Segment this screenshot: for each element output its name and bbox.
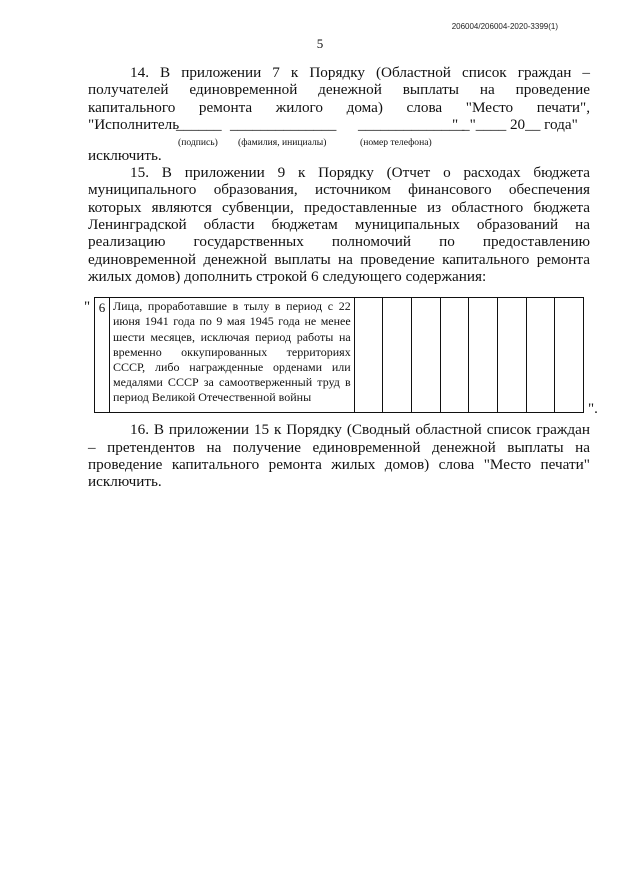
caption-signature: (подпись): [178, 136, 218, 148]
empty-cell: [354, 298, 383, 413]
document-body: [84, 64, 598, 491]
paragraph-15: 15. В приложении 9 к Порядку (Отчет о расходах бюджета муниципального образования, источником финансового обеспечения которых являются субвенции, предоставленные из областного бюджета Ленинградской области бюджетам муниципальных образований на реализацию государственных полномочий по предоставлению единовременной денежной выплаты на проведение капитального ремонта жилых домов) дополнить строкой 6 следующего содержания:: [88, 164, 590, 285]
signature-blank: ______: [176, 115, 222, 133]
date-blank: " _"____ 20__ года": [452, 115, 578, 133]
page-number: 5: [316, 36, 324, 51]
paragraph-14-line2: получателей единовременной денежной выплаты на проведение: [88, 81, 590, 99]
caption-phone: (номер телефона): [360, 136, 432, 148]
signature-line: [88, 116, 590, 134]
empty-cell: [555, 298, 584, 413]
phone-blank: ______________: [358, 115, 465, 133]
empty-cell: [526, 298, 555, 413]
empty-cell: [497, 298, 526, 413]
name-blank: ______________: [230, 115, 337, 133]
paragraph-16: 16. В приложении 15 к Порядку (Сводный областной список граждан – претендентов на получение единовременной денежной выплаты на проведение капитального ремонта жилых домов) слова "Место печати" исключить.: [88, 421, 590, 491]
empty-cell: [383, 298, 412, 413]
document-id: 206004/206004-2020-3399(1): [451, 22, 558, 31]
empty-cell: [440, 298, 469, 413]
row-number: 6: [95, 298, 110, 413]
row-description: Лица, проработавшие в тылу в период с 22 июня 1941 года по 9 мая 1945 года не менее шести месяцев, исключая период работы на временно оккупированных территориях СССР, либо награжденные орденами или медалями СССР за самоотверженный труд в период Великой Отечественной войны: [109, 298, 354, 413]
paragraph-14-line1: 14. В приложении 7 к Порядку (Областной список граждан –: [130, 64, 590, 81]
caption-name: (фамилия, инициалы): [238, 136, 327, 148]
added-table-row: [84, 297, 598, 418]
executor-label: "Исполнитель: [88, 115, 180, 133]
row-table: [94, 297, 584, 413]
empty-cell: [412, 298, 441, 413]
close-quote: ".: [588, 401, 598, 418]
empty-cell: [469, 298, 498, 413]
paragraph-14-tail: исключить.: [88, 146, 162, 164]
signature-captions: [88, 134, 590, 147]
open-quote: ": [84, 299, 91, 316]
paragraph-14-line3: капитального ремонта жилого дома) слова "Место печати",: [88, 98, 590, 116]
